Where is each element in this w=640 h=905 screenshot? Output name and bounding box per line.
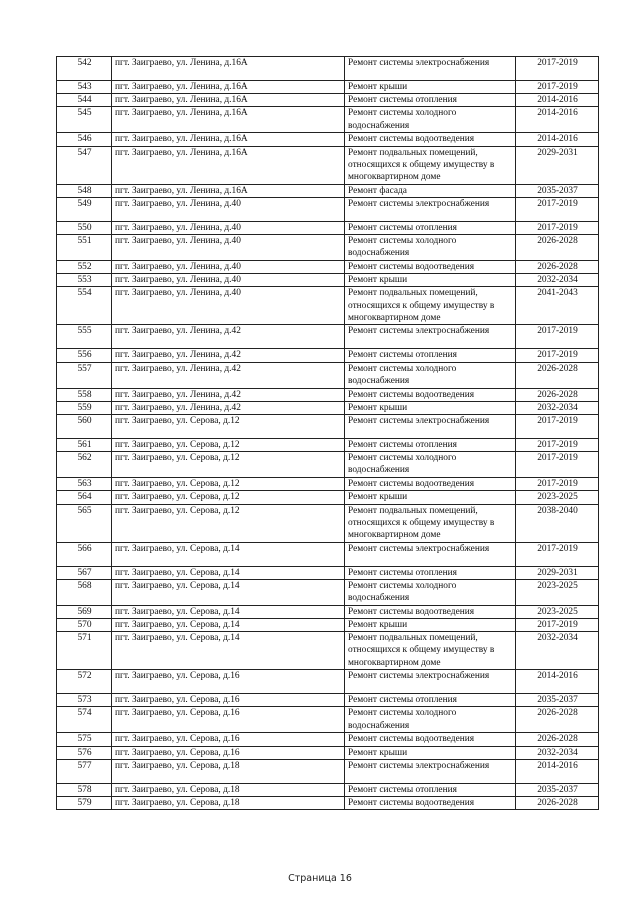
address-cell: пгт. Заиграево, ул. Серова, д.16 xyxy=(112,733,345,746)
row-number-cell: 561 xyxy=(57,439,112,452)
address-cell: пгт. Заиграево, ул. Ленина, д.42 xyxy=(112,388,345,401)
work-type-cell: Ремонт крыши xyxy=(345,401,516,414)
address-cell: пгт. Заиграево, ул. Серова, д.12 xyxy=(112,491,345,504)
work-type-cell: Ремонт системы холодного водоснабжения xyxy=(345,107,516,133)
table-row xyxy=(57,274,599,287)
work-type-cell: Ремонт системы отопления xyxy=(345,566,516,579)
address-cell: пгт. Заиграево, ул. Ленина, д.42 xyxy=(112,401,345,414)
period-cell: 2023-2025 xyxy=(516,605,599,618)
row-number-cell: 545 xyxy=(57,107,112,133)
table-row xyxy=(57,133,599,146)
table-row xyxy=(57,287,599,325)
period-cell: 2035-2037 xyxy=(516,783,599,796)
address-cell: пгт. Заиграево, ул. Серова, д.18 xyxy=(112,783,345,796)
address-cell: пгт. Заиграево, ул. Ленина, д.16А xyxy=(112,146,345,184)
period-cell: 2017-2019 xyxy=(516,81,599,94)
address-cell: пгт. Заиграево, ул. Серова, д.14 xyxy=(112,605,345,618)
period-cell: 2017-2019 xyxy=(516,57,599,81)
row-number-cell: 544 xyxy=(57,94,112,107)
table-row xyxy=(57,81,599,94)
address-cell: пгт. Заиграево, ул. Ленина, д.40 xyxy=(112,197,345,221)
address-cell: пгт. Заиграево, ул. Ленина, д.16А xyxy=(112,184,345,197)
period-cell: 2032-2034 xyxy=(516,632,599,670)
table-row xyxy=(57,221,599,234)
table-row xyxy=(57,184,599,197)
row-number-cell: 568 xyxy=(57,579,112,605)
work-type-cell: Ремонт подвальных помещений, относящихся к общему имуществу в многоквартирном доме xyxy=(345,504,516,542)
row-number-cell: 569 xyxy=(57,605,112,618)
row-number-cell: 549 xyxy=(57,197,112,221)
row-number-cell: 574 xyxy=(57,707,112,733)
period-cell: 2026-2028 xyxy=(516,797,599,810)
address-cell: пгт. Заиграево, ул. Серова, д.14 xyxy=(112,619,345,632)
work-type-cell: Ремонт фасада xyxy=(345,184,516,197)
table-row xyxy=(57,94,599,107)
row-number-cell: 573 xyxy=(57,694,112,707)
row-number-cell: 563 xyxy=(57,478,112,491)
address-cell: пгт. Заиграево, ул. Ленина, д.16А xyxy=(112,57,345,81)
period-cell: 2029-2031 xyxy=(516,566,599,579)
row-number-cell: 543 xyxy=(57,81,112,94)
row-number-cell: 579 xyxy=(57,797,112,810)
work-type-cell: Ремонт системы водоотведения xyxy=(345,605,516,618)
work-type-cell: Ремонт крыши xyxy=(345,274,516,287)
row-number-cell: 578 xyxy=(57,783,112,796)
address-cell: пгт. Заиграево, ул. Ленина, д.42 xyxy=(112,325,345,349)
address-cell: пгт. Заиграево, ул. Серова, д.12 xyxy=(112,415,345,439)
work-type-cell: Ремонт системы водоотведения xyxy=(345,797,516,810)
address-cell: пгт. Заиграево, ул. Серова, д.14 xyxy=(112,632,345,670)
work-type-cell: Ремонт системы отопления xyxy=(345,221,516,234)
period-cell: 2017-2019 xyxy=(516,542,599,566)
row-number-cell: 557 xyxy=(57,362,112,388)
work-type-cell: Ремонт системы водоотведения xyxy=(345,261,516,274)
period-cell: 2026-2028 xyxy=(516,235,599,261)
table-row xyxy=(57,542,599,566)
work-type-cell: Ремонт системы отопления xyxy=(345,694,516,707)
address-cell: пгт. Заиграево, ул. Серова, д.18 xyxy=(112,797,345,810)
period-cell: 2026-2028 xyxy=(516,388,599,401)
period-cell: 2035-2037 xyxy=(516,184,599,197)
period-cell: 2035-2037 xyxy=(516,694,599,707)
row-number-cell: 559 xyxy=(57,401,112,414)
period-cell: 2041-2043 xyxy=(516,287,599,325)
table-row xyxy=(57,491,599,504)
work-type-cell: Ремонт системы отопления xyxy=(345,783,516,796)
row-number-cell: 566 xyxy=(57,542,112,566)
period-cell: 2023-2025 xyxy=(516,579,599,605)
address-cell: пгт. Заиграево, ул. Ленина, д.40 xyxy=(112,274,345,287)
period-cell: 2026-2028 xyxy=(516,362,599,388)
work-type-cell: Ремонт крыши xyxy=(345,619,516,632)
row-number-cell: 562 xyxy=(57,452,112,478)
row-number-cell: 571 xyxy=(57,632,112,670)
period-cell: 2017-2019 xyxy=(516,325,599,349)
row-number-cell: 553 xyxy=(57,274,112,287)
row-number-cell: 550 xyxy=(57,221,112,234)
address-cell: пгт. Заиграево, ул. Ленина, д.40 xyxy=(112,261,345,274)
period-cell: 2014-2016 xyxy=(516,133,599,146)
table-row xyxy=(57,452,599,478)
period-cell: 2014-2016 xyxy=(516,759,599,783)
period-cell: 2017-2019 xyxy=(516,349,599,362)
table-row xyxy=(57,797,599,810)
table-row xyxy=(57,325,599,349)
address-cell: пгт. Заиграево, ул. Серова, д.12 xyxy=(112,439,345,452)
work-type-cell: Ремонт системы водоотведения xyxy=(345,733,516,746)
table-row xyxy=(57,632,599,670)
work-type-cell: Ремонт системы электроснабжения xyxy=(345,57,516,81)
table-row xyxy=(57,605,599,618)
period-cell: 2014-2016 xyxy=(516,670,599,694)
work-type-cell: Ремонт системы водоотведения xyxy=(345,133,516,146)
work-type-cell: Ремонт системы электроснабжения xyxy=(345,325,516,349)
row-number-cell: 554 xyxy=(57,287,112,325)
address-cell: пгт. Заиграево, ул. Серова, д.16 xyxy=(112,694,345,707)
work-type-cell: Ремонт системы холодного водоснабжения xyxy=(345,707,516,733)
table-row xyxy=(57,707,599,733)
table-row xyxy=(57,107,599,133)
table-row xyxy=(57,478,599,491)
page-number-footer: Страница 16 xyxy=(288,873,352,884)
period-cell: 2017-2019 xyxy=(516,452,599,478)
address-cell: пгт. Заиграево, ул. Ленина, д.16А xyxy=(112,133,345,146)
address-cell: пгт. Заиграево, ул. Серова, д.12 xyxy=(112,504,345,542)
work-type-cell: Ремонт системы холодного водоснабжения xyxy=(345,235,516,261)
address-cell: пгт. Заиграево, ул. Ленина, д.40 xyxy=(112,235,345,261)
row-number-cell: 552 xyxy=(57,261,112,274)
address-cell: пгт. Заиграево, ул. Ленина, д.40 xyxy=(112,221,345,234)
period-cell: 2017-2019 xyxy=(516,415,599,439)
address-cell: пгт. Заиграево, ул. Ленина, д.16А xyxy=(112,94,345,107)
address-cell: пгт. Заиграево, ул. Серова, д.16 xyxy=(112,707,345,733)
address-cell: пгт. Заиграево, ул. Серова, д.14 xyxy=(112,566,345,579)
work-type-cell: Ремонт системы холодного водоснабжения xyxy=(345,362,516,388)
work-type-cell: Ремонт крыши xyxy=(345,746,516,759)
work-type-cell: Ремонт крыши xyxy=(345,491,516,504)
period-cell: 2017-2019 xyxy=(516,619,599,632)
table-row xyxy=(57,349,599,362)
table-row xyxy=(57,566,599,579)
row-number-cell: 572 xyxy=(57,670,112,694)
row-number-cell: 547 xyxy=(57,146,112,184)
period-cell: 2017-2019 xyxy=(516,478,599,491)
work-type-cell: Ремонт системы водоотведения xyxy=(345,478,516,491)
work-type-cell: Ремонт системы отопления xyxy=(345,349,516,362)
work-type-cell: Ремонт подвальных помещений, относящихся к общему имуществу в многоквартирном доме xyxy=(345,287,516,325)
period-cell: 2017-2019 xyxy=(516,221,599,234)
table-row xyxy=(57,57,599,81)
row-number-cell: 548 xyxy=(57,184,112,197)
address-cell: пгт. Заиграево, ул. Серова, д.16 xyxy=(112,670,345,694)
period-cell: 2017-2019 xyxy=(516,197,599,221)
table-row xyxy=(57,579,599,605)
work-type-cell: Ремонт подвальных помещений, относящихся к общему имуществу в многоквартирном доме xyxy=(345,632,516,670)
table-row xyxy=(57,504,599,542)
work-type-cell: Ремонт системы электроснабжения xyxy=(345,542,516,566)
address-cell: пгт. Заиграево, ул. Ленина, д.40 xyxy=(112,287,345,325)
table-row xyxy=(57,261,599,274)
repair-schedule-table xyxy=(56,56,599,810)
table-row xyxy=(57,401,599,414)
period-cell: 2032-2034 xyxy=(516,274,599,287)
work-type-cell: Ремонт системы холодного водоснабжения xyxy=(345,452,516,478)
work-type-cell: Ремонт системы отопления xyxy=(345,94,516,107)
period-cell: 2023-2025 xyxy=(516,491,599,504)
table-row xyxy=(57,746,599,759)
period-cell: 2014-2016 xyxy=(516,94,599,107)
row-number-cell: 556 xyxy=(57,349,112,362)
table-row xyxy=(57,415,599,439)
table-row xyxy=(57,783,599,796)
row-number-cell: 555 xyxy=(57,325,112,349)
row-number-cell: 576 xyxy=(57,746,112,759)
period-cell: 2032-2034 xyxy=(516,746,599,759)
work-type-cell: Ремонт системы электроснабжения xyxy=(345,415,516,439)
table-row xyxy=(57,670,599,694)
address-cell: пгт. Заиграево, ул. Ленина, д.16А xyxy=(112,107,345,133)
work-type-cell: Ремонт крыши xyxy=(345,81,516,94)
address-cell: пгт. Заиграево, ул. Серова, д.14 xyxy=(112,542,345,566)
table-row xyxy=(57,759,599,783)
address-cell: пгт. Заиграево, ул. Ленина, д.42 xyxy=(112,349,345,362)
address-cell: пгт. Заиграево, ул. Серова, д.18 xyxy=(112,759,345,783)
table-row xyxy=(57,362,599,388)
period-cell: 2026-2028 xyxy=(516,707,599,733)
table-row xyxy=(57,733,599,746)
table-row xyxy=(57,694,599,707)
row-number-cell: 577 xyxy=(57,759,112,783)
row-number-cell: 570 xyxy=(57,619,112,632)
row-number-cell: 575 xyxy=(57,733,112,746)
period-cell: 2026-2028 xyxy=(516,261,599,274)
table-row xyxy=(57,388,599,401)
table-body xyxy=(57,57,599,810)
work-type-cell: Ремонт системы электроснабжения xyxy=(345,670,516,694)
address-cell: пгт. Заиграево, ул. Серова, д.16 xyxy=(112,746,345,759)
work-type-cell: Ремонт системы электроснабжения xyxy=(345,197,516,221)
row-number-cell: 567 xyxy=(57,566,112,579)
work-type-cell: Ремонт системы водоотведения xyxy=(345,388,516,401)
period-cell: 2014-2016 xyxy=(516,107,599,133)
row-number-cell: 560 xyxy=(57,415,112,439)
address-cell: пгт. Заиграево, ул. Ленина, д.42 xyxy=(112,362,345,388)
period-cell: 2017-2019 xyxy=(516,439,599,452)
address-cell: пгт. Заиграево, ул. Серова, д.12 xyxy=(112,452,345,478)
period-cell: 2032-2034 xyxy=(516,401,599,414)
row-number-cell: 558 xyxy=(57,388,112,401)
row-number-cell: 542 xyxy=(57,57,112,81)
address-cell: пгт. Заиграево, ул. Ленина, д.16А xyxy=(112,81,345,94)
table-row xyxy=(57,146,599,184)
table-row xyxy=(57,439,599,452)
work-type-cell: Ремонт системы отопления xyxy=(345,439,516,452)
row-number-cell: 546 xyxy=(57,133,112,146)
table-row xyxy=(57,197,599,221)
period-cell: 2038-2040 xyxy=(516,504,599,542)
work-type-cell: Ремонт системы холодного водоснабжения xyxy=(345,579,516,605)
period-cell: 2026-2028 xyxy=(516,733,599,746)
work-type-cell: Ремонт системы электроснабжения xyxy=(345,759,516,783)
address-cell: пгт. Заиграево, ул. Серова, д.12 xyxy=(112,478,345,491)
work-type-cell: Ремонт подвальных помещений, относящихся к общему имуществу в многоквартирном доме xyxy=(345,146,516,184)
table-row xyxy=(57,235,599,261)
row-number-cell: 565 xyxy=(57,504,112,542)
table-row xyxy=(57,619,599,632)
address-cell: пгт. Заиграево, ул. Серова, д.14 xyxy=(112,579,345,605)
row-number-cell: 551 xyxy=(57,235,112,261)
period-cell: 2029-2031 xyxy=(516,146,599,184)
row-number-cell: 564 xyxy=(57,491,112,504)
